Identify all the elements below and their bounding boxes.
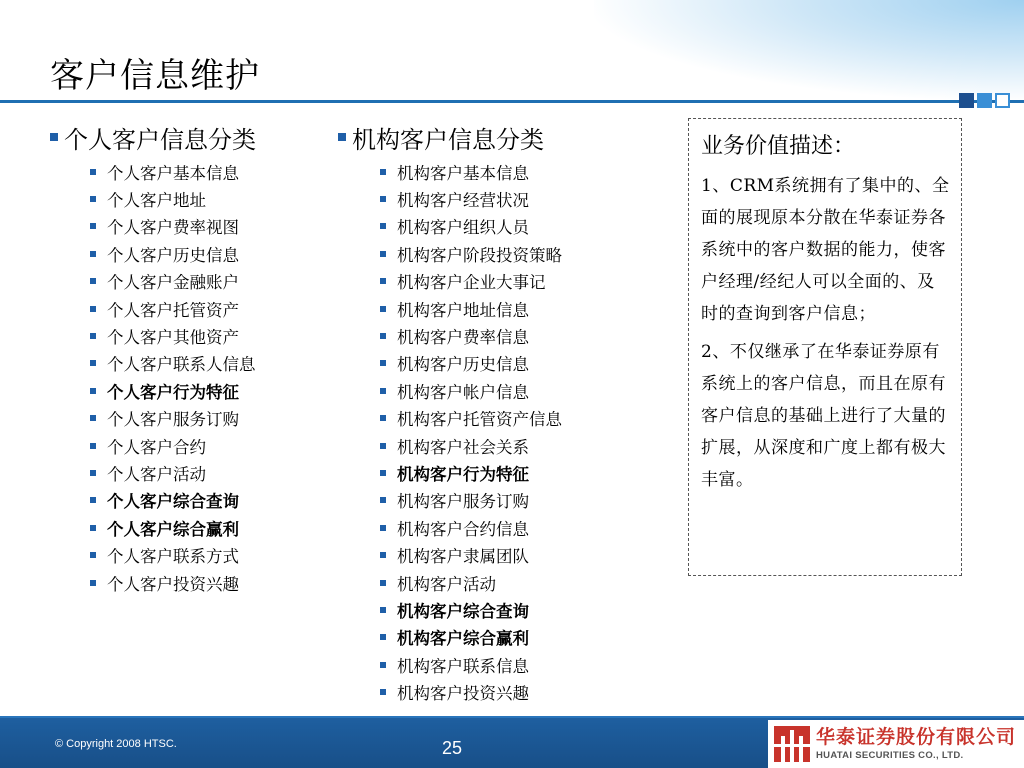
list-item-label: 个人客户其他资产	[107, 328, 239, 348]
business-value-box	[688, 118, 962, 576]
business-value-title: 业务价值描述：	[701, 134, 856, 159]
bullet-icon	[380, 169, 386, 175]
list-item-label: 机构客户基本信息	[397, 163, 529, 183]
list-item-label: 机构客户企业大事记	[397, 273, 546, 293]
list-item-label: 机构客户投资兴趣	[397, 684, 529, 704]
list-item	[380, 158, 562, 185]
list-item-label: 个人客户投资兴趣	[107, 574, 239, 594]
list-item-label: 个人客户历史信息	[107, 245, 239, 265]
list-item-label: 个人客户联系人信息	[107, 355, 256, 375]
bullet-icon	[380, 388, 386, 394]
bullet-icon	[380, 552, 386, 558]
list-item-label: 机构客户活动	[397, 574, 496, 594]
bullet-icon	[90, 333, 96, 339]
bullet-icon	[380, 196, 386, 202]
bullet-icon	[380, 223, 386, 229]
list-item	[90, 569, 256, 596]
bullet-icon	[380, 415, 386, 421]
bullet-icon	[380, 333, 386, 339]
list-item	[380, 185, 562, 212]
list-item	[380, 624, 562, 651]
list-item	[90, 487, 256, 514]
list-item-label: 个人客户合约	[107, 437, 206, 457]
org-customer-column	[336, 120, 562, 706]
list-item-label: 个人客户活动	[107, 464, 206, 484]
list-item	[380, 459, 562, 486]
square-mid-icon	[977, 93, 992, 108]
list-item	[380, 405, 562, 432]
list-item	[90, 240, 256, 267]
bullet-icon	[380, 360, 386, 366]
list-item	[90, 514, 256, 541]
bullet-icon	[90, 388, 96, 394]
list-item-label: 机构客户费率信息	[397, 328, 529, 348]
bullet-icon	[90, 251, 96, 257]
list-item	[90, 405, 256, 432]
bullet-icon	[90, 306, 96, 312]
huatai-logo-mark-icon	[774, 726, 810, 762]
list-item	[90, 350, 256, 377]
list-item	[380, 377, 562, 404]
list-item	[380, 240, 562, 267]
list-item-label: 机构客户帐户信息	[397, 382, 529, 402]
bullet-icon	[380, 607, 386, 613]
company-logo	[768, 720, 1024, 768]
list-item	[380, 487, 562, 514]
list-item-label: 个人客户托管资产	[107, 300, 239, 320]
personal-customer-column	[48, 120, 256, 596]
list-item-label: 个人客户行为特征	[107, 382, 239, 402]
list-item	[380, 569, 562, 596]
list-item-label: 个人客户基本信息	[107, 163, 239, 183]
heading-label: 机构客户信息分类	[352, 125, 544, 154]
bullet-icon	[380, 443, 386, 449]
bullet-icon	[90, 278, 96, 284]
bullet-icon	[90, 580, 96, 586]
list-item	[90, 459, 256, 486]
bullet-icon	[380, 251, 386, 257]
bullet-icon	[50, 133, 58, 141]
bullet-icon	[90, 360, 96, 366]
list-item	[90, 158, 256, 185]
list-item-label: 机构客户社会关系	[397, 437, 529, 457]
list-item-label: 机构客户联系信息	[397, 656, 529, 676]
bullet-icon	[380, 306, 386, 312]
list-item-label: 个人客户联系方式	[107, 547, 239, 567]
page-title: 客户信息维护	[50, 56, 260, 96]
list-item-label: 机构客户行为特征	[397, 464, 529, 484]
personal-customer-heading	[48, 120, 256, 154]
square-outline-icon	[995, 93, 1010, 108]
list-item	[380, 322, 562, 349]
bullet-icon	[380, 634, 386, 640]
bullet-icon	[380, 689, 386, 695]
list-item-label: 个人客户费率视图	[107, 218, 239, 238]
logo-chinese-name: 华泰证券股份有限公司	[816, 725, 1017, 748]
logo-text	[816, 725, 1017, 761]
list-item-label: 机构客户隶属团队	[397, 547, 529, 567]
bullet-icon	[90, 223, 96, 229]
list-item-label: 机构客户综合查询	[397, 601, 529, 621]
list-item	[380, 295, 562, 322]
list-item-label: 个人客户综合赢利	[107, 519, 239, 539]
list-item	[380, 213, 562, 240]
business-value-paragraph: 1、CRM系统拥有了集中的、全面的展现原本分散在华泰证券各系统中的客户数据的能力，使客户经理/经纪人可以全面的、及时的查询到客户信息；	[701, 176, 950, 324]
list-item-label: 个人客户金融账户	[107, 273, 239, 293]
list-item	[90, 213, 256, 240]
bullet-icon	[90, 497, 96, 503]
bullet-icon	[380, 662, 386, 668]
square-dark-icon	[959, 93, 974, 108]
bullet-icon	[90, 525, 96, 531]
corner-squares	[959, 93, 1010, 108]
list-item	[90, 541, 256, 568]
list-item	[380, 268, 562, 295]
list-item-label: 机构客户合约信息	[397, 519, 529, 539]
bullet-icon	[380, 470, 386, 476]
title-divider	[0, 100, 1024, 103]
list-item-label: 机构客户阶段投资策略	[397, 245, 562, 265]
list-item-label: 机构客户综合赢利	[397, 629, 529, 649]
bullet-icon	[90, 196, 96, 202]
bullet-icon	[380, 525, 386, 531]
list-item	[380, 514, 562, 541]
list-item	[380, 350, 562, 377]
list-item-label: 机构客户组织人员	[397, 218, 529, 238]
list-item-label: 机构客户地址信息	[397, 300, 529, 320]
list-item	[90, 268, 256, 295]
page-number: 25	[442, 738, 463, 758]
business-value-paragraph: 2、不仅继承了在华泰证券原有系统上的客户信息，而且在原有客户信息的基础上进行了大量的扩展，从深度和广度上都有极大丰富。	[701, 342, 946, 490]
bullet-icon	[380, 278, 386, 284]
list-item-label: 机构客户历史信息	[397, 355, 529, 375]
org-customer-heading	[336, 120, 562, 154]
list-item	[90, 377, 256, 404]
list-item-label: 个人客户地址	[107, 191, 206, 211]
bullet-icon	[90, 443, 96, 449]
bullet-icon	[90, 470, 96, 476]
bullet-icon	[338, 133, 346, 141]
logo-english-name: HUATAI SECURITIES CO., LTD.	[816, 749, 964, 761]
list-item	[90, 432, 256, 459]
list-item	[90, 322, 256, 349]
bullet-icon	[90, 552, 96, 558]
list-item	[380, 432, 562, 459]
list-item-label: 机构客户经营状况	[397, 191, 529, 211]
list-item	[380, 651, 562, 678]
list-item-label: 个人客户服务订购	[107, 410, 239, 430]
list-item-label: 机构客户托管资产信息	[397, 410, 562, 430]
list-item	[90, 295, 256, 322]
list-item-label: 机构客户服务订购	[397, 492, 529, 512]
bullet-icon	[90, 169, 96, 175]
list-item	[90, 185, 256, 212]
list-item	[380, 541, 562, 568]
heading-label: 个人客户信息分类	[64, 125, 256, 154]
bullet-icon	[90, 415, 96, 421]
corner-decoration	[594, 0, 1024, 100]
copyright-text: © Copyright 2008 HTSC.	[55, 738, 177, 750]
list-item	[380, 678, 562, 705]
list-item-label: 个人客户综合查询	[107, 492, 239, 512]
list-item	[380, 596, 562, 623]
org-customer-list	[380, 158, 562, 706]
bullet-icon	[380, 497, 386, 503]
bullet-icon	[380, 580, 386, 586]
personal-customer-list	[90, 158, 256, 596]
